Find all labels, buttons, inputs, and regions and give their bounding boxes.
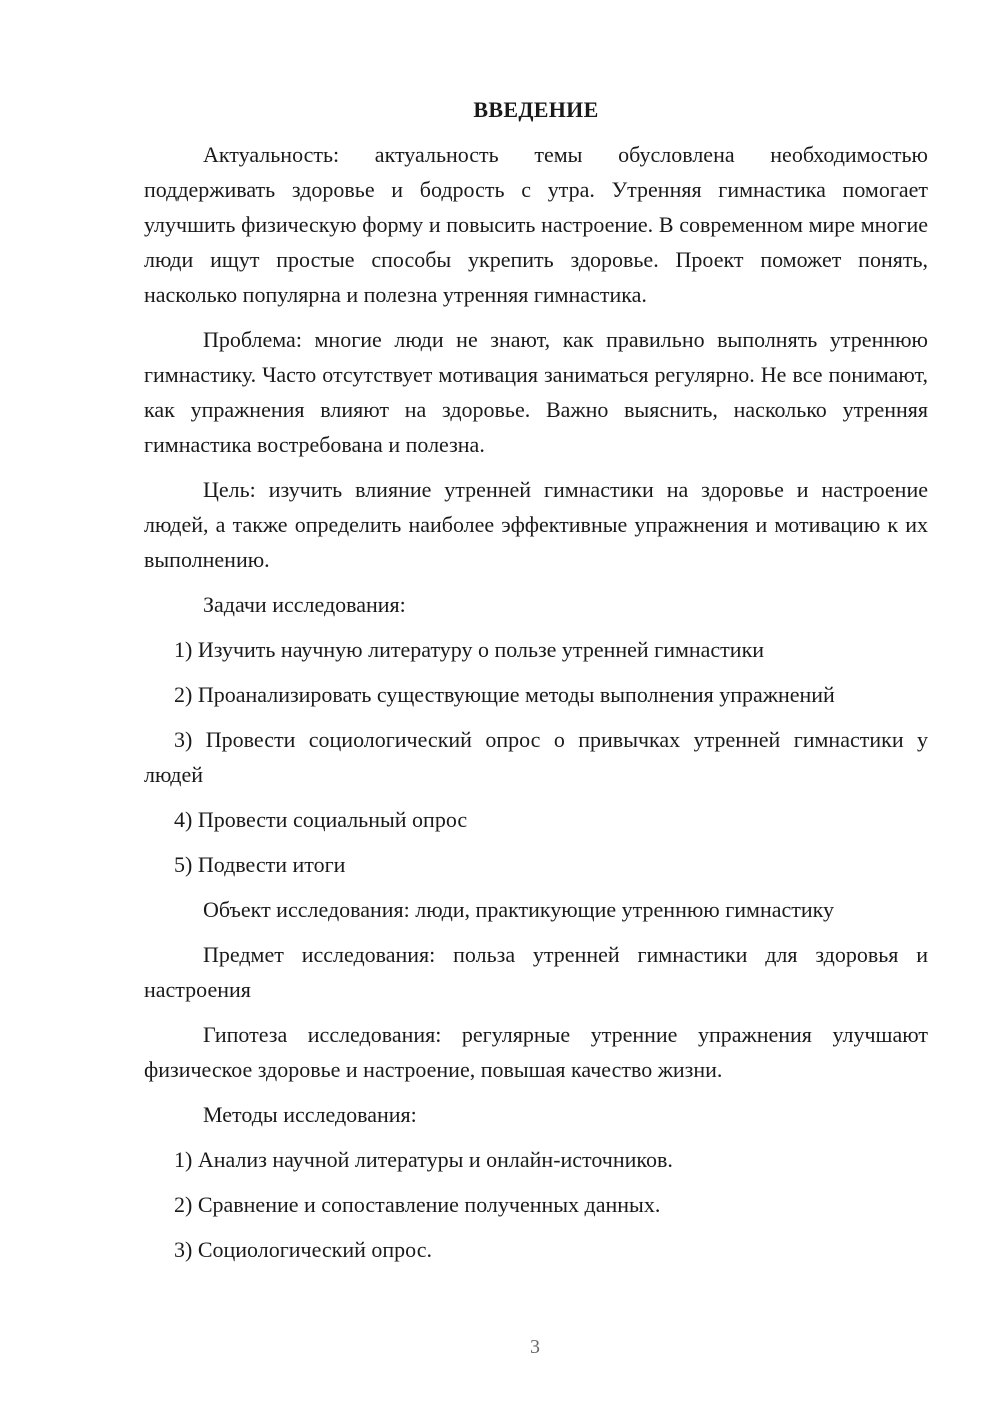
paragraph-methods-heading: Методы исследования: <box>203 1102 417 1127</box>
paragraph-hypothesis: Гипотеза исследования: регулярные утренние упражнения улучшают физическое здоровье и настроение, повышая качество жизни. <box>144 1022 928 1082</box>
method-item: 3) Социологический опрос. <box>174 1237 432 1262</box>
section-heading: ВВЕДЕНИЕ <box>473 97 599 122</box>
task-item: 3) Провести социологический опрос о привычках утренней гимнастики у людей <box>144 727 928 787</box>
method-item: 2) Сравнение и сопоставление полученных данных. <box>174 1192 661 1217</box>
page-number: 3 <box>530 1336 540 1358</box>
paragraph-relevance: Актуальность: актуальность темы обусловлена необходимостью поддерживать здоровье и бодрость с утра. Утренняя гимнастика помогает улучшить физическую форму и повысить настроение. В современном мире многие люди ищут простые способы укрепить здоровье. Проект поможет понять, насколько популярна и полезна утренняя гимнастика. <box>144 142 928 307</box>
method-item: 1) Анализ научной литературы и онлайн-источников. <box>174 1147 673 1172</box>
task-item: 5) Подвести итоги <box>174 852 346 877</box>
document-page <box>144 92 928 1277</box>
task-item: 1) Изучить научную литературу о пользе утренней гимнастики <box>174 637 765 662</box>
paragraph-goal: Цель: изучить влияние утренней гимнастики на здоровье и настроение людей, а также определить наиболее эффективные упражнения и мотивацию к их выполнению. <box>144 477 928 572</box>
paragraph-object: Объект исследования: люди, практикующие утреннюю гимнастику <box>203 897 835 922</box>
task-item: 4) Провести социальный опрос <box>174 807 468 832</box>
task-item: 2) Проанализировать существующие методы выполнения упражнений <box>174 682 835 707</box>
paragraph-problem: Проблема: многие люди не знают, как правильно выполнять утреннюю гимнастику. Часто отсутствует мотивация заниматься регулярно. Не все понимают, как упражнения влияют на здоровье. Важно выяснить, насколько утренняя гимнастика востребована и полезна. <box>144 327 928 457</box>
paragraph-tasks-heading: Задачи исследования: <box>203 592 406 617</box>
paragraph-subject: Предмет исследования: польза утренней гимнастики для здоровья и настроения <box>144 942 928 1002</box>
